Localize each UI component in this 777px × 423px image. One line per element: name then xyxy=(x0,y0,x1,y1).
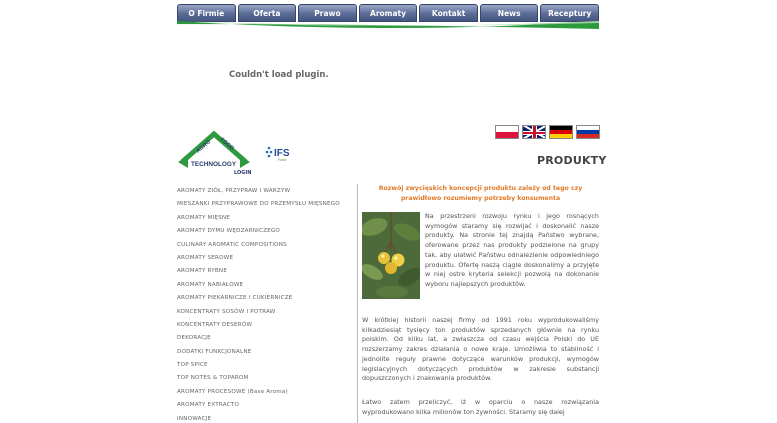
tab-prawo[interactable]: Prawo xyxy=(298,4,357,22)
logo-technology-text: TECHNOLOGY xyxy=(191,161,237,168)
content-paragraph-1: Na przestrzeni rozwoju rynku i jego rosnących wymogów staramy się rozwijać i doskonalić nasze produkty. Na stronie tej znajdą Państwo wybrane, oferowane przez nas produkty podzielone na grupy tak, aby ułatwić Państwu odnalezienie odpowiedniego produktu. Ofertę naszą ciągle doskonalimy a przyjęte w niej ostre kryteria selekcji pozwolą na dokonanie wyboru najlepszych produktów. xyxy=(425,212,599,288)
ifs-food-logo xyxy=(265,144,297,162)
sidebar-item-aromaty-extracto[interactable]: AROMATY EXTRACTO xyxy=(177,402,239,409)
sidebar-item-koncentraty-sosow[interactable]: KONCENTRATY SOSÓW I POTRAW xyxy=(177,308,276,315)
german-flag-icon[interactable] xyxy=(549,125,573,139)
language-flags xyxy=(495,125,600,139)
login-link[interactable]: LOGIN xyxy=(234,170,252,176)
content-paragraph-3: Łatwo zatem przeliczyć, iż w oparciu o nasze rozwiązania wyprodukowano kilka milionów ton żywności. Staramy się dalej xyxy=(362,398,599,416)
product-category-menu xyxy=(177,185,355,423)
russian-flag-icon[interactable] xyxy=(576,125,600,139)
sidebar-item-aromaty-serowe[interactable]: AROMATY SEROWE xyxy=(177,254,234,261)
polish-flag-icon[interactable] xyxy=(495,125,519,139)
sidebar-item-aromaty-miesne[interactable]: AROMATY MIĘSNE xyxy=(177,214,231,221)
sidebar-item-dodatki-funkcjonalne[interactable]: DODATKI FUNKCJONALNE xyxy=(177,348,252,355)
uk-flag-icon[interactable] xyxy=(522,125,546,139)
ifs-food-text: Food xyxy=(278,158,286,162)
column-divider xyxy=(357,184,358,423)
sidebar-item-culinary-aromatic[interactable]: CULINARY AROMATIC COMPOSITIONS xyxy=(177,241,287,248)
tab-o-firmie[interactable]: O Firmie xyxy=(177,4,236,22)
sidebar-item-koncentraty-deserow[interactable]: KONCENTRATY DESERÓW xyxy=(177,321,253,328)
top-navigation xyxy=(177,4,599,22)
tab-oferta[interactable]: Oferta xyxy=(238,4,297,22)
tab-receptury[interactable]: Receptury xyxy=(540,4,599,22)
tab-aromaty[interactable]: Aromaty xyxy=(359,4,418,22)
sidebar-item-top-notes[interactable]: TOP NOTES & TOPAROM xyxy=(177,375,249,382)
content-paragraph-2: W krótkiej historii naszej firmy od 1991 roku wyprodukowaliśmy kilkadziesiąt tysięcy ton produktów sprzedanych głównie na rynku polskim. Od kilku lat, a zwłaszcza od czasu wejścia Polski do UE rozszerzamy zakres działania o nowe kraje. Umożliwia to stabilność i jednolite reguły prawne dotyczące warunków produkcji, wymogów legislacyjnych dotyczących produktów w zakresie substancji dopuszczonych i znakowania produktów. xyxy=(362,316,599,383)
header-swoosh xyxy=(177,21,599,31)
sidebar-item-innowacje[interactable]: INNOWACJE xyxy=(177,415,212,422)
ifs-text: IFS xyxy=(274,148,290,159)
sidebar-item-aromaty-nabialowe[interactable]: AROMATY NABIAŁOWE xyxy=(177,281,244,288)
logo-agro-text: AGRO xyxy=(195,139,212,155)
sidebar-item-aromaty-dymu[interactable]: AROMATY DYMU WĘDZARNICZEGO xyxy=(177,228,281,235)
intro-slogan: Rozwój zwycięskich koncepcji produktu zależy od tego czy prawidłowo rozumiemy potrzeby konsumenta xyxy=(378,185,583,202)
tab-kontakt[interactable]: Kontakt xyxy=(419,4,478,22)
logo-food-text: FOOD xyxy=(218,136,235,152)
fruit-branch-photo xyxy=(362,212,420,299)
sidebar-item-dekoracje[interactable]: DEKORACJE xyxy=(177,335,211,342)
sidebar-item-aromaty-ziol[interactable]: AROMATY ZIÓŁ, PRZYPRAW I WARZYW xyxy=(177,188,291,194)
plugin-error-message: Couldn't load plugin. xyxy=(229,70,329,80)
page-title: PRODUKTY xyxy=(537,154,607,167)
tab-news[interactable]: News xyxy=(480,4,539,22)
sidebar-item-aromaty-piekarnicze[interactable]: AROMATY PIEKARNICZE I CUKIERNICZE xyxy=(177,295,293,302)
sidebar-item-top-spice[interactable]: TOP SPICE xyxy=(177,362,208,369)
sidebar-item-aromaty-procesowe[interactable]: AROMATY PROCESOWE (Base Aroma) xyxy=(177,388,288,395)
sidebar-item-aromaty-rybne[interactable]: AROMATY RYBNE xyxy=(177,268,228,275)
sidebar-item-mieszanki-przyprawowe[interactable]: MIESZANKI PRZYPRAWOWE DO PRZEMYSŁU MIĘSNEGO xyxy=(177,201,340,208)
